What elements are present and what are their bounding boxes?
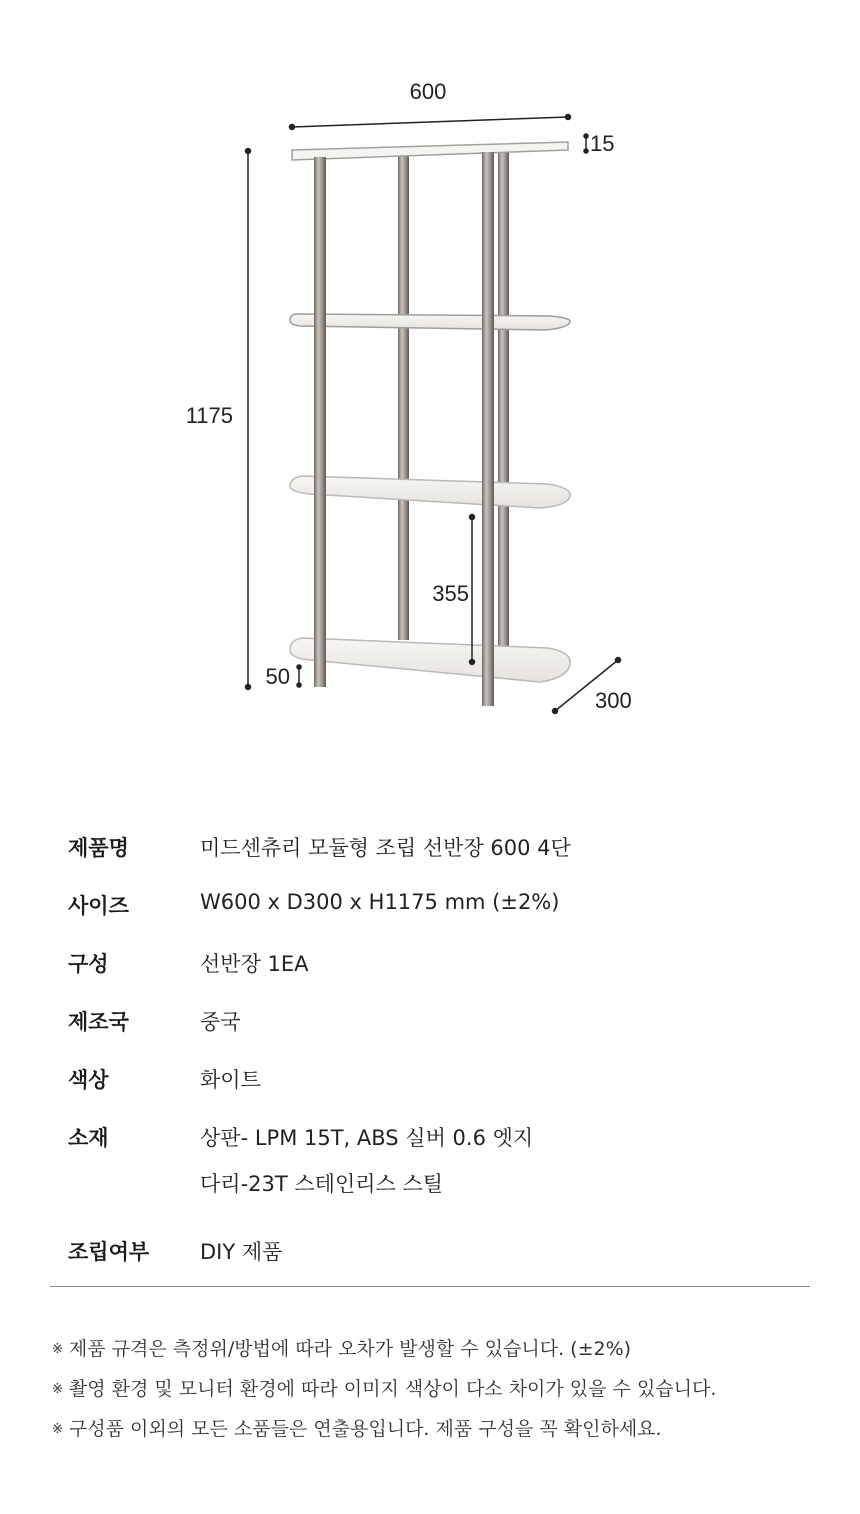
dim-leg-label: 50 bbox=[265, 664, 290, 689]
pole-front-right bbox=[482, 152, 494, 706]
dim-shelf-gap-label: 355 bbox=[432, 581, 469, 606]
dim-leg bbox=[297, 665, 301, 687]
dim-top-thickness-label: 15 bbox=[590, 131, 615, 156]
notice-text: 구성품 이외의 모든 소품들은 연출용입니다. 제품 구성을 꼭 확인하세요. bbox=[68, 1418, 662, 1440]
spec-label: 사이즈 bbox=[68, 894, 129, 918]
notice-text: 제품 규격은 측정위/방법에 따라 오차가 발생할 수 있습니다. (±2%) bbox=[68, 1338, 632, 1360]
spec-label: 구성 bbox=[68, 952, 109, 976]
divider bbox=[50, 1286, 810, 1287]
spec-label: 소재 bbox=[68, 1126, 109, 1150]
spec-value: 상판- LPM 15T, ABS 실버 0.6 엣지 bbox=[200, 1126, 534, 1150]
spec-value-secondary: 다리-23T 스테인리스 스틸 bbox=[200, 1172, 444, 1196]
dim-top-thickness bbox=[584, 134, 588, 153]
pole-front-left bbox=[314, 157, 326, 687]
pole-back-left bbox=[398, 155, 409, 640]
spec-label: 제품명 bbox=[68, 836, 129, 860]
notice-item bbox=[52, 1374, 716, 1401]
shelf-top bbox=[292, 142, 568, 160]
notice-text: 촬영 환경 및 모니터 환경에 따라 이미지 색상이 다소 차이가 있을 수 있습니다. bbox=[68, 1378, 717, 1400]
notice-item bbox=[52, 1334, 631, 1361]
dim-shelf-gap bbox=[470, 515, 475, 665]
dim-height-label: 1175 bbox=[185, 403, 233, 428]
dim-width bbox=[290, 115, 571, 130]
reference-mark-icon: ※ bbox=[52, 1422, 63, 1437]
reference-mark-icon: ※ bbox=[52, 1382, 63, 1397]
dim-height bbox=[246, 149, 251, 690]
spec-label: 색상 bbox=[68, 1068, 109, 1092]
spec-label: 조립여부 bbox=[68, 1240, 150, 1264]
spec-value: 선반장 1EA bbox=[200, 952, 309, 976]
shelf-bottom bbox=[290, 638, 570, 682]
spec-value: DIY 제품 bbox=[200, 1240, 283, 1264]
dim-width-label: 600 bbox=[409, 79, 447, 104]
shelf-second bbox=[290, 314, 570, 330]
notice-item bbox=[52, 1414, 662, 1441]
spec-label: 제조국 bbox=[68, 1010, 129, 1034]
spec-value: 중국 bbox=[200, 1010, 241, 1034]
shelf-third bbox=[290, 476, 570, 508]
reference-mark-icon: ※ bbox=[52, 1342, 63, 1357]
spec-value: 미드센츄리 모듈형 조립 선반장 600 4단 bbox=[200, 836, 571, 860]
spec-value: W600 x D300 x H1175 mm (±2%) bbox=[200, 890, 560, 914]
pole-back-right bbox=[498, 150, 509, 652]
dim-depth-label: 300 bbox=[595, 688, 632, 713]
spec-value: 화이트 bbox=[200, 1068, 261, 1092]
